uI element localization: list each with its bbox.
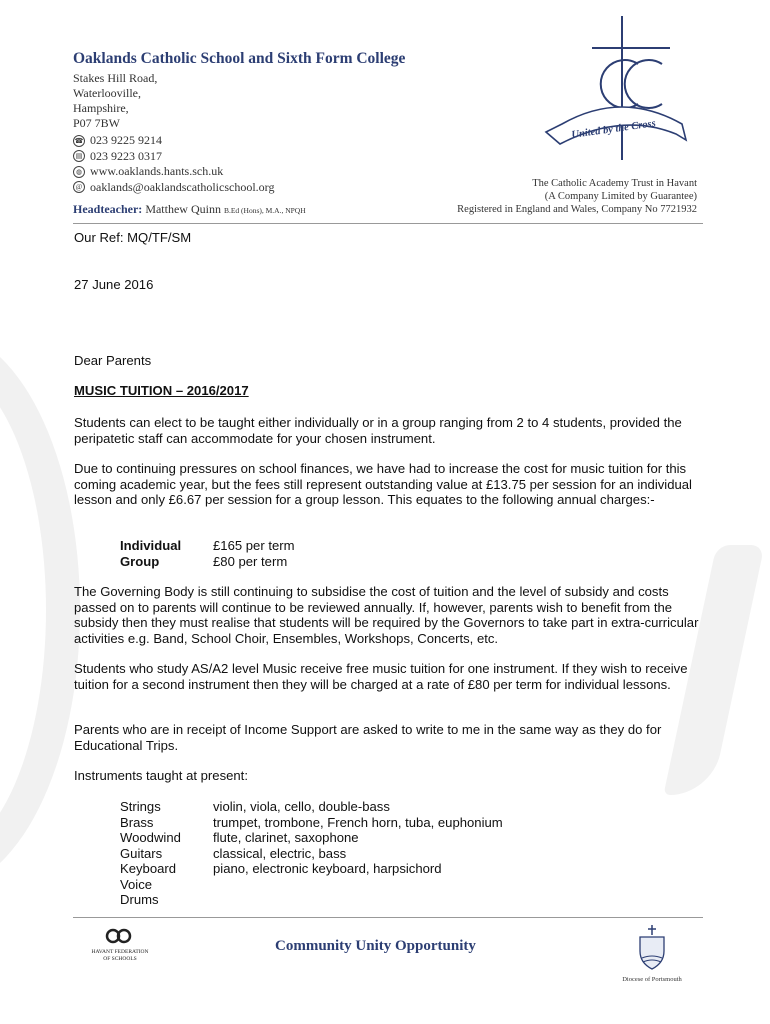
- federation-name-line: HAVANT FEDERATION: [91, 949, 149, 955]
- address-line: P07 7BW: [73, 116, 121, 130]
- contact-email: [73, 180, 274, 196]
- instrument-family: Brass: [120, 814, 154, 830]
- reference: Our Ref: MQ/TF/SM: [74, 230, 192, 245]
- contact-list: [73, 133, 274, 195]
- instrument-row: [120, 877, 503, 893]
- address-line: Waterlooville,: [73, 86, 142, 100]
- trust-line: (A Company Limited by Guarantee): [544, 191, 697, 202]
- instrument-family: Woodwind: [120, 830, 181, 845]
- diocese-crest-icon: [637, 925, 667, 971]
- headteacher-line: [73, 202, 306, 217]
- globe-icon: ◍: [73, 166, 85, 178]
- footer-motto: Community Unity Opportunity: [275, 938, 476, 954]
- email-link[interactable]: oaklands@oaklandscatholicschool.org: [90, 179, 275, 194]
- phone-number: 023 9225 9214: [90, 133, 162, 147]
- headteacher-qualifications: B.Ed (Hons), M.A., NPQH: [223, 206, 306, 215]
- instrument-row: [120, 830, 503, 846]
- contact-phone: [73, 133, 274, 149]
- federation-name-line: OF SCHOOLS: [103, 956, 137, 962]
- footer-divider: [73, 917, 703, 918]
- instrument-list: violin, viola, cello, double-bass: [213, 799, 390, 814]
- paragraph-income-support: Parents who are in receipt of Income Support are asked to write to me in the same way as they do for Educational Trips.: [74, 722, 662, 753]
- instrument-family: Drums: [120, 892, 159, 907]
- headteacher-label: Headteacher:: [73, 202, 143, 216]
- instrument-family: Keyboard: [120, 861, 177, 876]
- school-address: [73, 71, 157, 131]
- instrument-list: flute, clarinet, saxophone: [213, 830, 359, 845]
- charge-label: Individual: [120, 538, 182, 553]
- diocese-logo: [612, 925, 692, 983]
- instrument-row: [120, 861, 503, 877]
- paragraph-group-size: Students can elect to be taught either individually or in a group ranging from 2 to 4 students, provided the peripatetic staff can accommodate for your chosen instrument.: [74, 415, 682, 446]
- charge-value: £80 per term: [213, 553, 288, 569]
- website-link[interactable]: www.oaklands.hants.sch.uk: [90, 164, 224, 178]
- instrument-row: [120, 892, 503, 908]
- address-line: Stakes Hill Road,: [73, 71, 158, 85]
- paragraph-fees: Due to continuing pressures on school finances, we have had to increase the cost for music tuition for this coming academic year, but the fees still represent outstanding value at £13.75 per session for an individual lesson and only £6.67 per session for a group lesson. This equates to the following annual charges:-: [74, 461, 692, 507]
- instrument-list: piano, electronic keyboard, harpsichord: [213, 861, 442, 876]
- fax-number: 023 9223 0317: [90, 148, 162, 163]
- federation-rings-icon: [100, 928, 140, 944]
- instrument-list: classical, electric, bass: [213, 845, 347, 861]
- charges-table: [120, 538, 295, 569]
- trust-line: The Catholic Academy Trust in Havant: [532, 178, 697, 189]
- fax-icon: ▤: [73, 150, 85, 162]
- diocese-name: Diocese of Portsmouth: [622, 976, 682, 983]
- contact-fax: [73, 149, 274, 165]
- logo-banner-text: United by the Cross: [570, 118, 657, 141]
- charge-label: Group: [120, 553, 160, 569]
- contact-website: [73, 164, 274, 180]
- letter-heading: MUSIC TUITION – 2016/2017: [74, 383, 249, 398]
- trust-info: [457, 177, 697, 216]
- address-line: Hampshire,: [73, 101, 129, 115]
- instruments-intro: Instruments taught at present:: [74, 768, 248, 783]
- header-divider: [73, 223, 703, 224]
- paragraph-alevel: Students who study AS/A2 level Music receive free music tuition for one instrument. If they wish to receive tuition for a second instrument then they will be charged at a rate of £80 per term for individual lessons.: [74, 661, 688, 692]
- letter-date: 27 June 2016: [74, 277, 154, 292]
- instrument-family: Strings: [120, 799, 161, 814]
- instruments-table: [120, 799, 503, 908]
- charge-row: [120, 538, 295, 554]
- federation-logo: [85, 928, 155, 963]
- school-name: Oaklands Catholic School and Sixth Form College: [73, 50, 406, 67]
- phone-icon: ☎: [74, 136, 84, 145]
- school-crest-logo: [540, 12, 688, 162]
- instrument-row: [120, 799, 503, 815]
- watermark-arc: [0, 330, 80, 890]
- charge-value: £165 per term: [213, 538, 295, 553]
- headteacher-name: Matthew Quinn: [145, 202, 221, 216]
- instrument-family: Voice: [120, 876, 153, 892]
- instrument-row: [120, 815, 503, 831]
- trust-line: Registered in England and Wales, Company No 7721932: [457, 204, 697, 215]
- salutation: Dear Parents: [74, 353, 152, 368]
- charge-row: [120, 554, 295, 570]
- email-icon: @: [73, 181, 85, 193]
- instrument-family: Guitars: [120, 845, 163, 861]
- paragraph-subsidy: The Governing Body is still continuing to subsidise the cost of tuition and the level of subsidy and costs passed on to parents will continue to be reviewed annually. If, however, parents wish to benefit from the subsidy then they must realise that students will be required by the Governors to take part in extra-curricular activities e.g. Band, School Choir, Ensembles, Workshops, Concerts, etc.: [74, 584, 699, 646]
- instrument-row: [120, 846, 503, 862]
- instrument-list: trumpet, trombone, French horn, tuba, euphonium: [213, 814, 503, 830]
